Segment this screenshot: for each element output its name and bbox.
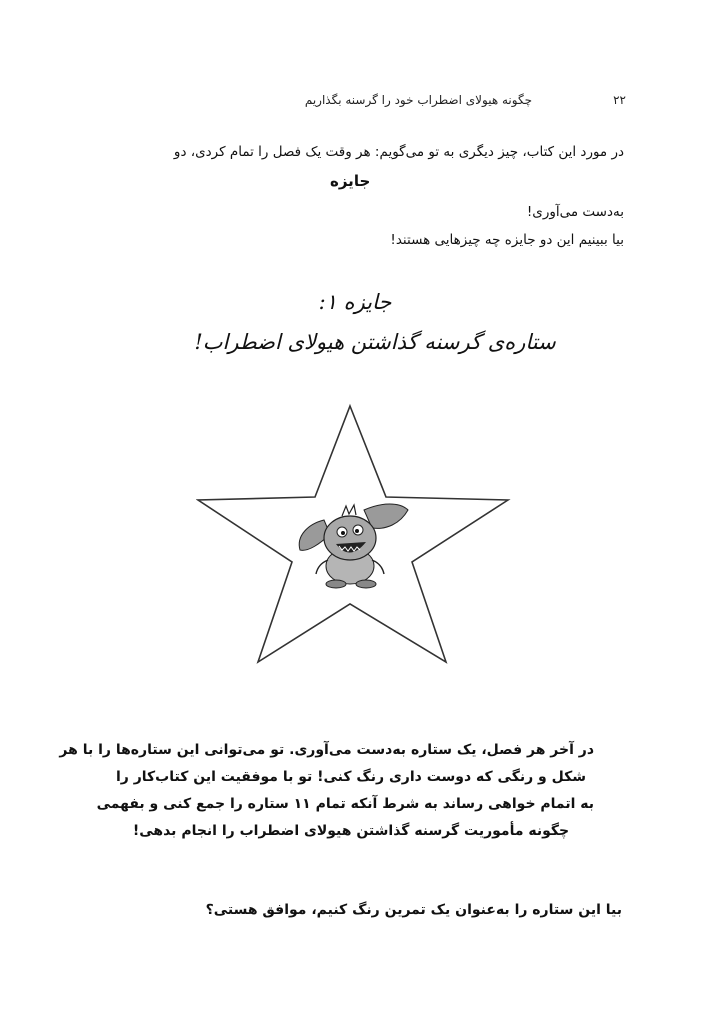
page-number: ۲۲ — [613, 93, 626, 107]
paragraph-line: چگونه مأموریت گرسنه گذاشتن هیولای اضطراب را انجام بدهی! — [132, 823, 570, 839]
intro-line-2: به‌دست می‌آوری! — [526, 204, 624, 220]
paragraph-line: به اتمام خواهی رساند به شرط آنکه تمام ۱۱ ستاره را جمع کنی و بفهمی — [96, 796, 594, 812]
closing-question: بیا این ستاره را به‌عنوان یک تمرین رنگ کنیم، موافق هستی؟ — [205, 902, 622, 918]
intro-line-1: در مورد این کتاب، چیز دیگری به تو می‌گویم: هر وقت یک فصل را تمام کردی، دو — [173, 144, 624, 160]
intro-line-3: بیا ببینیم این دو جایزه چه چیزهایی هستند! — [390, 232, 624, 248]
star-with-monster-icon — [196, 402, 512, 664]
prize-subtitle: ستاره‌ی گرسنه گذاشتن هیولای اضطراب! — [194, 330, 556, 354]
paragraph-line: در آخر هر فصل، یک ستاره به‌دست می‌آوری. تو می‌توانی این ستاره‌ها را با هر — [59, 742, 594, 758]
star-illustration — [196, 402, 512, 664]
prize-explanation-paragraph — [59, 737, 594, 845]
intro-bold-word: جایزه — [330, 172, 371, 190]
running-head: چگونه هیولای اضطراب خود را گرسنه بگذاریم — [304, 93, 532, 107]
prize-title: جایزه ۱: — [318, 290, 392, 314]
paragraph-line: شکل و رنگی که دوست داری رنگ کنی! تو با موفقیت این کتاب‌کار را — [115, 769, 587, 785]
